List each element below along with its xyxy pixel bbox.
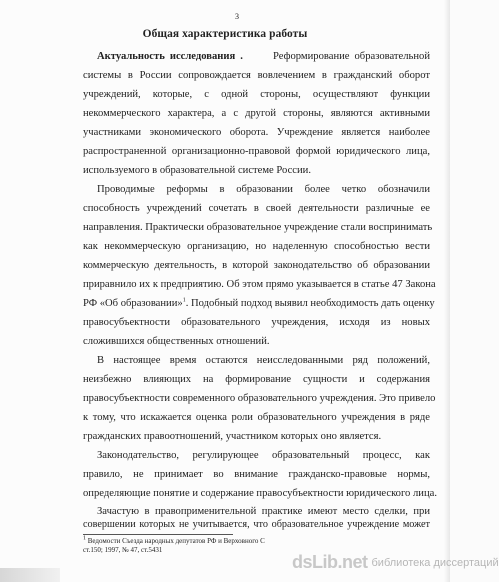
- body-line: учреждений, которые, с одной стороны, осуществляют функции: [83, 89, 430, 100]
- body-line: Проводимые реформы в образовании более четко обозначили: [97, 184, 430, 195]
- body-line: неизбежно влияющих на формирование сущности и содержания: [83, 374, 430, 385]
- page-title: Общая характеристика работы: [142, 28, 308, 40]
- body-line: определяющие понятие и содержание правосубъектности юридического лица.: [83, 488, 437, 499]
- footnote-number: 1: [83, 535, 86, 542]
- scan-artifact: [0, 568, 60, 582]
- line-text: РФ «Об образовании»: [83, 298, 183, 309]
- body-line: коммерческую деятельность, в которой законодательство об образовании: [83, 260, 430, 271]
- footnote-rule: [83, 534, 233, 535]
- body-line: правосубъектности современного образовательного учреждения. Это привело: [83, 393, 436, 404]
- body-line: правило, не принимает во внимание гражданско-правовые нормы,: [83, 469, 430, 480]
- watermark-logo: dsLib.net: [292, 552, 368, 572]
- footnote: [83, 537, 323, 546]
- body-line: совершении которых не учитывается, что образовательное учреждение может: [83, 519, 430, 530]
- section-lead: Актуальность исследования .: [97, 51, 243, 62]
- body-line: системы в России сопровождается вовлечением в гражданский оборот: [83, 70, 430, 81]
- body-line: [97, 50, 430, 63]
- page-edge-shadow: [444, 0, 450, 582]
- watermark-text: библиотека диссертаций: [371, 556, 499, 569]
- line-text: Реформирование образовательной: [273, 51, 430, 62]
- body-line: как некоммерческую организацию, но наделенную способностью вести: [83, 241, 430, 252]
- body-line: В настоящее время остаются неисследованными ряд положений,: [97, 355, 430, 366]
- body-line: к тому, что искажается оценка роли образовательного учреждения в ряде: [83, 412, 430, 423]
- body-line: направления. Практически образовательное учреждение стали воспринимать: [83, 222, 433, 233]
- body-line: правосубъектности образовательного учреждения, исходя из новых: [83, 317, 430, 328]
- body-line: приравнило их к предприятию. Об этом прямо указывается в статье 47 Закона: [83, 279, 436, 290]
- body-line: некоммерческого характера, а с другой стороны, являются активными: [83, 108, 430, 119]
- body-line: используемого в образовательной системе России.: [83, 165, 311, 176]
- body-line: [83, 297, 435, 310]
- body-line: распространенной организационно-правовой формой юридического лица,: [83, 146, 430, 157]
- footnote-line: Ведомости Съезда народных депутатов РФ и Верховного С: [87, 537, 265, 545]
- footnote-line: ст.150; 1997, № 47, ст.5431: [83, 546, 163, 554]
- page-number: 3: [235, 12, 239, 21]
- footnote-marker: 1: [182, 297, 186, 304]
- line-text: . Подобный подход выявил необходимость дать оценку: [185, 298, 435, 309]
- body-line: Зачастую в правоприменительной практике имеют место сделки, при: [97, 506, 430, 517]
- body-line: Законодательство, регулирующее образовательный процесс, как: [97, 450, 430, 461]
- body-line: участниками экономического оборота. Учреждение является наиболее: [83, 127, 430, 138]
- body-line: гражданских правоотношений, участником которых оно является.: [83, 431, 382, 442]
- body-line: сложившихся общественных отношений.: [83, 336, 270, 347]
- body-line: способность учреждений сочетать в своей деятельности различные ее: [83, 203, 430, 214]
- watermark: [292, 552, 499, 573]
